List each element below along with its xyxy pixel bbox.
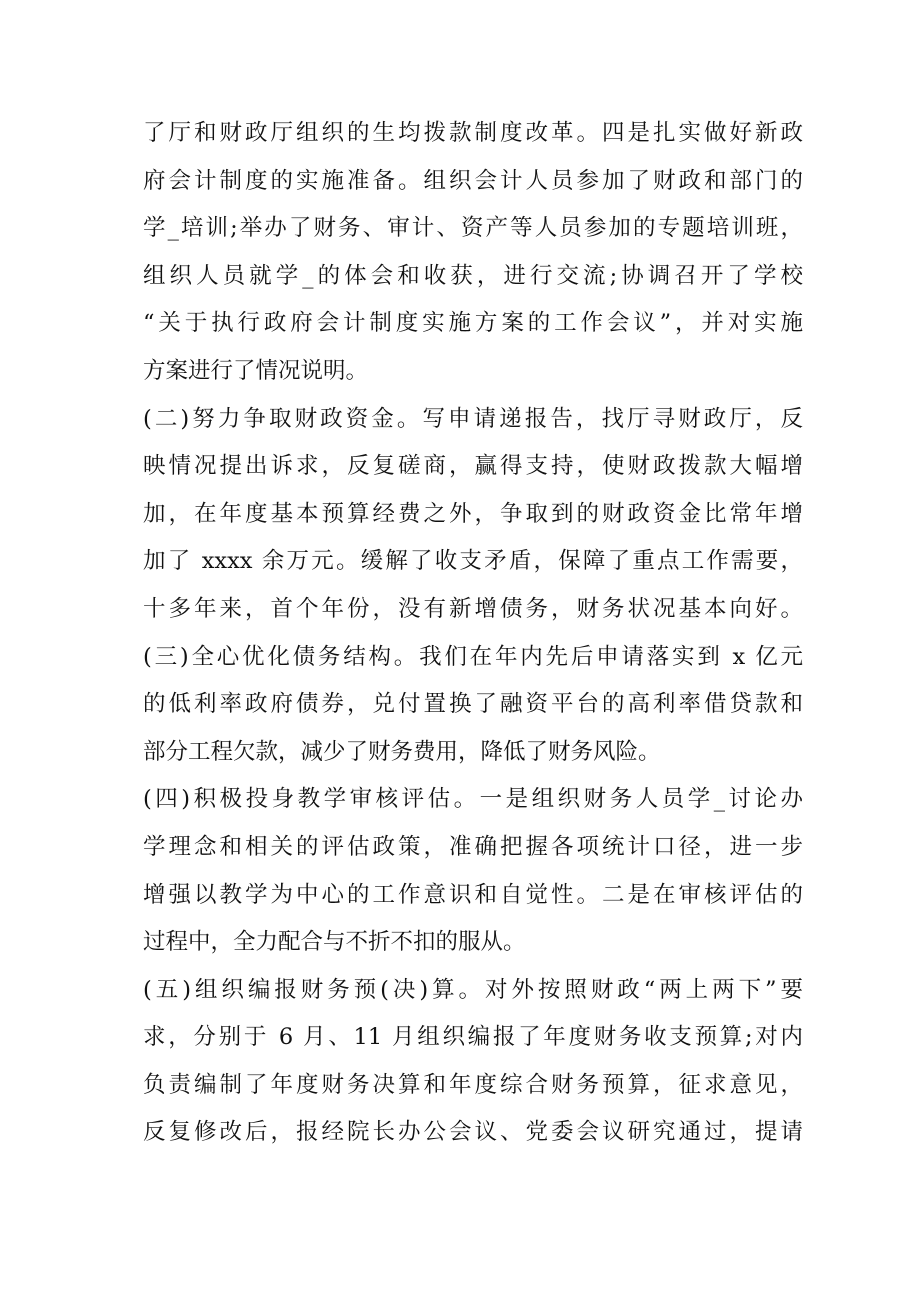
text-line: 求，分别于 6 月、11 月组织编报了年度财务收支预算;对内 xyxy=(143,1024,803,1051)
text-line: (四)积极投身教学审核评估。一是组织财务人员学_讨论办 xyxy=(143,786,803,813)
text-line: 反复修改后，报经院长办公会议、党委会议研究通过，提请 xyxy=(143,1119,803,1146)
text-line: (五)组织编报财务预(决)算。对外按照财政“两上两下”要 xyxy=(143,976,803,1003)
text-line: 部分工程欠款，减少了财务费用，降低了财务风险。 xyxy=(143,738,661,765)
text-line: 的低利率政府债券，兑付置换了融资平台的高利率借贷款和 xyxy=(143,691,803,718)
text-line: 方案进行了情况说明。 xyxy=(143,357,369,384)
text-line: 增强以教学为中心的工作意识和自觉性。二是在审核评估的 xyxy=(143,881,803,908)
text-line: 学_培训;举办了财务、审计、资产等人员参加的专题培训班， xyxy=(143,215,803,242)
text-line: (二)努力争取财政资金。写申请递报告，找厅寻财政厅，反 xyxy=(143,405,803,432)
text-line: 组织人员就学_的体会和收获，进行交流;协调召开了学校 xyxy=(143,262,803,289)
text-line: 映情况提出诉求，反复磋商，赢得支持，使财政拨款大幅增 xyxy=(143,453,803,480)
text-line: “关于执行政府会计制度实施方案的工作会议”，并对实施 xyxy=(143,310,803,337)
text-line: 加了 xxxx 余万元。缓解了收支矛盾，保障了重点工作需要， xyxy=(143,548,803,575)
text-line: 负责编制了年度财务决算和年度综合财务预算，征求意见， xyxy=(143,1071,803,1098)
text-line: 加，在年度基本预算经费之外，争取到的财政资金比常年增 xyxy=(143,500,803,527)
text-line: 了厅和财政厅组织的生均拨款制度改革。四是扎实做好新政 xyxy=(143,120,803,146)
text-line: 十多年来，首个年份，没有新增债务，财务状况基本向好。 xyxy=(143,595,803,622)
document-body xyxy=(143,110,803,1157)
text-line: 过程中，全力配合与不折不扣的服从。 xyxy=(143,929,526,956)
text-line: 府会计制度的实施准备。组织会计人员参加了财政和部门的 xyxy=(143,167,803,194)
text-line: 学理念和相关的评估政策，准确把握各项统计口径，进一步 xyxy=(143,833,803,860)
text-line: (三)全心优化债务结构。我们在年内先后申请落实到 x 亿元 xyxy=(143,643,803,670)
